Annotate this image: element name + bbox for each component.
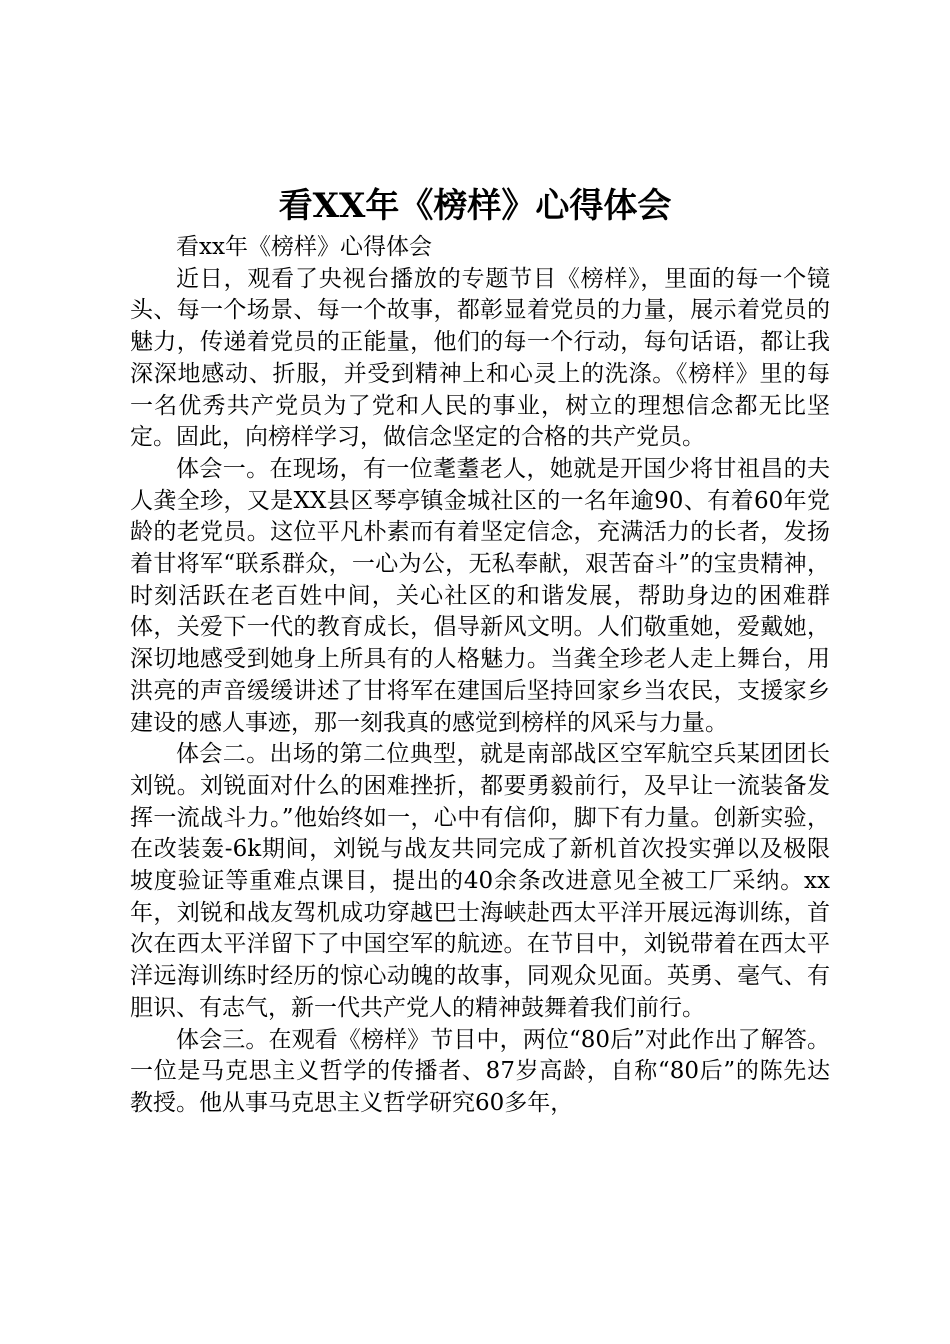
paragraph-experience-two: 体会二。出场的第二位典型，就是南部战区空军航空兵某团团长刘锐。刘锐面对什么的困难挫折，都要勇毅前行，及早让一流装备发挥一流战斗力。”他始终如一，心中有信仰，脚下有力量。创新实验，在改装轰-6k期间，刘锐与战友共同完成了新机首次投实弹以及极限坡度验证等重难点课目，提出的40余条改进意见全被工厂采纳。xx年，刘锐和战友驾机成功穿越巴士海峡赴西太平洋开展远海训练，首次在西太平洋留下了中国空军的航迹。在节目中，刘锐带着在西太平洋远海训练时经历的惊心动魄的故事，同观众见面。英勇、毫气、有胆识、有志气，新一代共产党人的精神鼓舞着我们前行。 (130, 741, 830, 1021)
paragraph-subtitle: 看xx年《榜样》心得体会 (176, 234, 432, 260)
paragraph-intro: 近日，观看了央视台播放的专题节目《榜样》，里面的每一个镜头、每一个场景、每一个故事，都彰显着党员的力量，展示着党员的魅力，传递着党员的正能量，他们的每一个行动，每句话语，都让我深深地感动、折服，并受到精神上和心灵上的洗涤。《榜样》里的每一名优秀共产党员为了党和人民的事业，树立的理想信念都无比坚定。固此，向榜样学习，做信念坚定的合格的共产党员。 (130, 265, 830, 451)
paragraph-experience-one: 体会一。在现场，有一位耄耋老人，她就是开国少将甘祖昌的夫人龚全珍，又是XX县区琴亭镇金城社区的一名年逾90、有着60年党龄的老党员。这位平凡朴素而有着坚定信念，充满活力的长者，发扬着甘将军“联系群众，一心为公，无私奉献，艰苦奋斗”的宝贵精神，时刻活跃在老百姓中间，关心社区的和谐发展，帮助身边的困难群体，关爱下一代的教育成长，倡导新风文明。人们敬重她，爱戴她，深切地感受到她身上所具有的人格魅力。当龚全珍老人走上舞台，用洪亮的声音缓缓讲述了甘将军在建国后坚持回家乡当农民，支援家乡建设的感人事迹，那一刻我真的感觉到榜样的风采与力量。 (130, 455, 830, 736)
document-title: 看XX年《榜样》心得体会 (278, 186, 672, 226)
document-body (130, 232, 830, 1120)
paragraph-experience-three: 体会三。在观看《榜样》节目中，两位“80后”对此作出了解答。一位是马克思主义哲学的传播者、87岁高龄，自称“80后”的陈先达教授。他从事马克思主义哲学研究60多年， (130, 1026, 830, 1116)
